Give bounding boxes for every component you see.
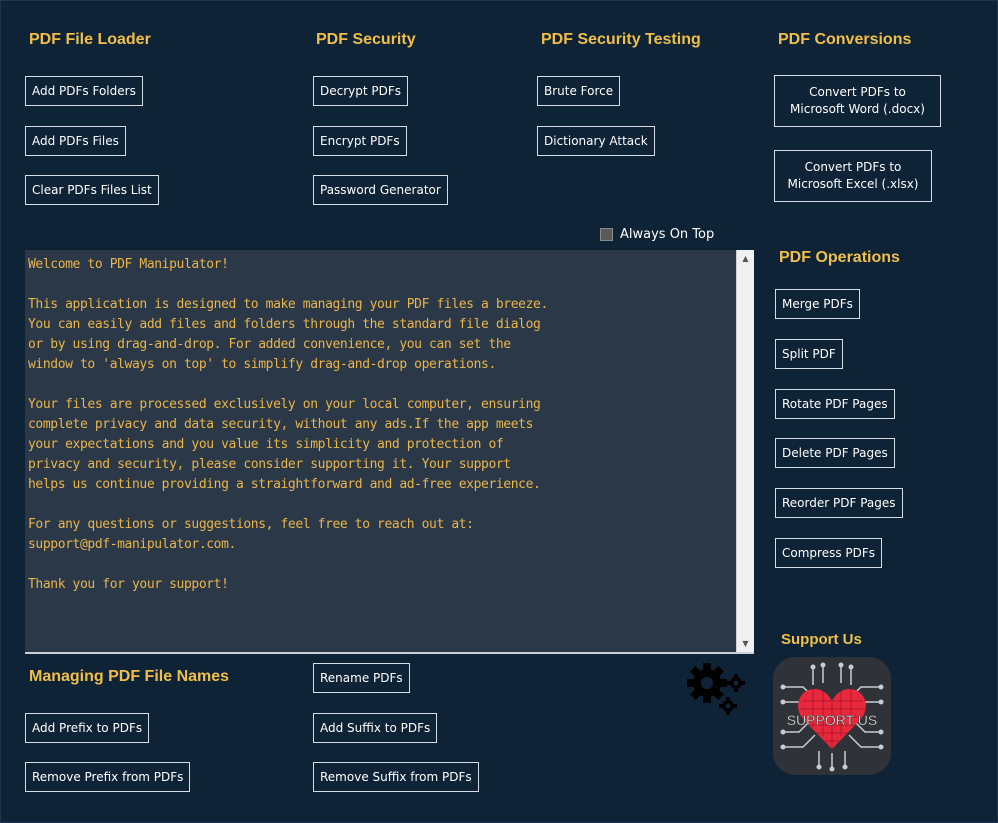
- checkbox-box[interactable]: [600, 228, 613, 241]
- rotate-pdf-pages-button[interactable]: Rotate PDF Pages: [775, 389, 895, 419]
- password-generator-button[interactable]: Password Generator: [313, 175, 448, 205]
- support-heart-icon[interactable]: [773, 657, 891, 775]
- always-on-top-checkbox[interactable]: [600, 227, 714, 242]
- add-prefix-button[interactable]: Add Prefix to PDFs: [25, 713, 149, 743]
- convert-to-excel-line2: Microsoft Excel (.xlsx): [787, 177, 919, 191]
- dictionary-attack-button[interactable]: Dictionary Attack: [537, 126, 655, 156]
- brute-force-button[interactable]: Brute Force: [537, 76, 620, 106]
- remove-suffix-button[interactable]: Remove Suffix from PDFs: [313, 762, 479, 792]
- section-title-support: Support Us: [781, 631, 862, 648]
- add-suffix-button[interactable]: Add Suffix to PDFs: [313, 713, 437, 743]
- section-title-file-names: Managing PDF File Names: [29, 668, 230, 685]
- rename-pdfs-button[interactable]: Rename PDFs: [313, 663, 410, 693]
- convert-to-excel-button[interactable]: [774, 150, 932, 202]
- gears-icon[interactable]: [687, 661, 751, 721]
- scroll-down-arrow-icon[interactable]: ▼: [737, 635, 754, 652]
- remove-prefix-button[interactable]: Remove Prefix from PDFs: [25, 762, 190, 792]
- info-console[interactable]: [25, 250, 754, 654]
- section-title-file-loader: PDF File Loader: [29, 31, 151, 48]
- section-title-operations: PDF Operations: [779, 249, 900, 266]
- convert-to-word-line2: Microsoft Word (.docx): [790, 102, 925, 116]
- delete-pdf-pages-button[interactable]: Delete PDF Pages: [775, 438, 895, 468]
- encrypt-pdfs-button[interactable]: Encrypt PDFs: [313, 126, 407, 156]
- always-on-top-label: Always On Top: [620, 227, 715, 242]
- console-text: Welcome to PDF Manipulator! This application is designed to make managing your PDF files a breeze. You can easily add files and folders through the standard file dialog or by using drag-and-drop. For added convenience, you can set the window to 'always on top' to simplify drag-and-drop operations. Your files are processed exclusively on your local computer, ensuring complete privacy and data security, without any ads.If the app meets your expectations and you value its simplicity and protection of privacy and security, please consider supporting it. Your support helps us continue providing a straightforward and ad-free experience. For any questions or suggestions, feel free to reach out at: support@pdf-manipulator.com. Thank you for your support!: [28, 257, 548, 592]
- add-pdfs-files-button[interactable]: Add PDFs Files: [25, 126, 126, 156]
- scroll-up-arrow-icon[interactable]: ▲: [737, 250, 754, 267]
- add-pdfs-folders-button[interactable]: Add PDFs Folders: [25, 76, 143, 106]
- convert-to-excel-line1: Convert PDFs to: [804, 160, 902, 174]
- compress-pdfs-button[interactable]: Compress PDFs: [775, 538, 882, 568]
- split-pdf-button[interactable]: Split PDF: [775, 339, 843, 369]
- section-title-security: PDF Security: [316, 31, 416, 48]
- convert-to-word-line1: Convert PDFs to: [809, 85, 906, 99]
- merge-pdfs-button[interactable]: Merge PDFs: [775, 289, 860, 319]
- support-badge-text: SUPPORT US: [786, 712, 878, 728]
- decrypt-pdfs-button[interactable]: Decrypt PDFs: [313, 76, 408, 106]
- section-title-conversions: PDF Conversions: [778, 31, 912, 48]
- console-scrollbar[interactable]: [736, 250, 754, 652]
- reorder-pdf-pages-button[interactable]: Reorder PDF Pages: [775, 488, 903, 518]
- convert-to-word-button[interactable]: [774, 75, 941, 127]
- clear-pdfs-files-list-button[interactable]: Clear PDFs Files List: [25, 175, 159, 205]
- section-title-security-testing: PDF Security Testing: [541, 31, 701, 48]
